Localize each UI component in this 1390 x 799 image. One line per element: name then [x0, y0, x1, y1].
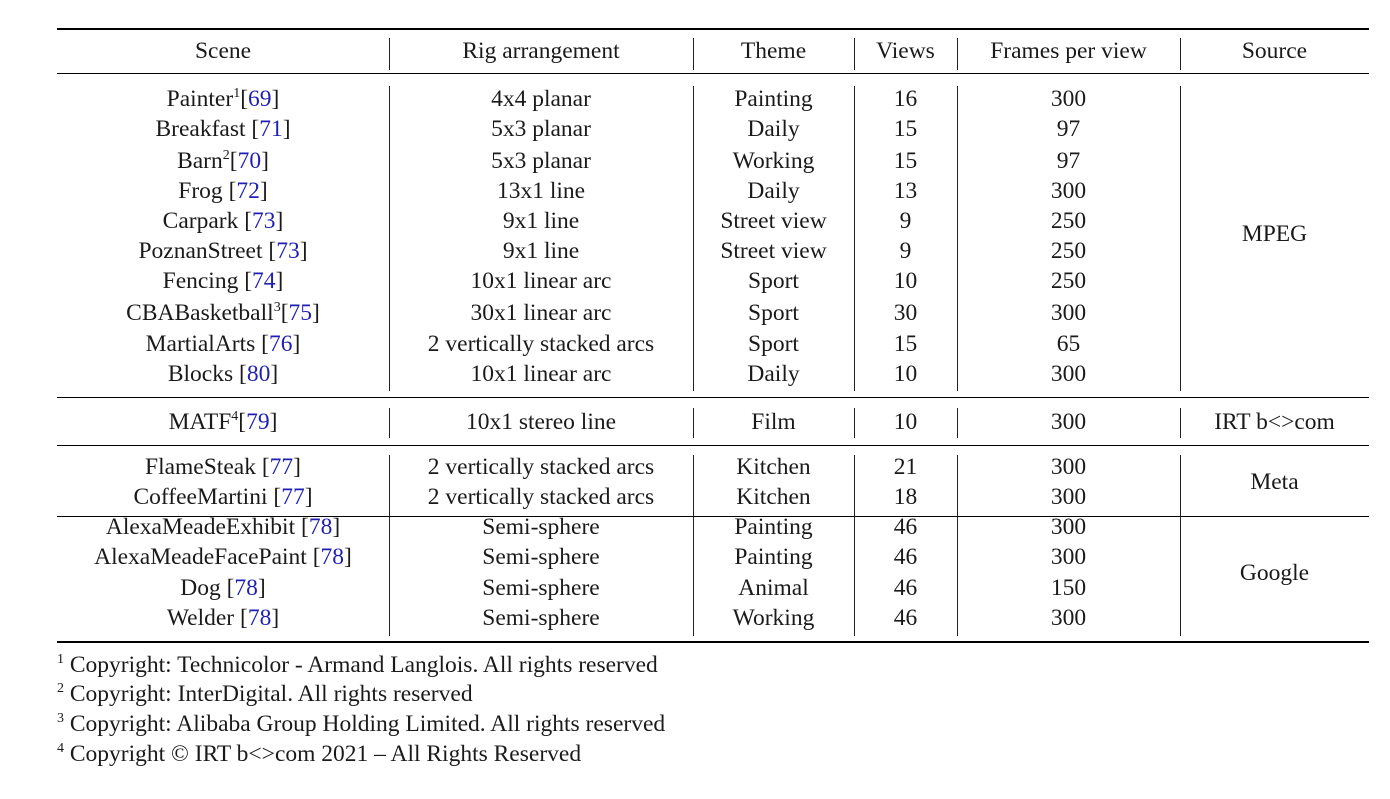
column-header: Scene: [194, 38, 252, 64]
cell-scene: Blocks [80]: [167, 361, 279, 387]
scene-name: PoznanStreet: [138, 238, 263, 264]
cell-theme: Working: [732, 148, 815, 174]
citation-link[interactable]: 71: [259, 116, 283, 142]
citation-link[interactable]: 75: [288, 300, 313, 326]
citation-link[interactable]: 70: [237, 148, 262, 174]
footnote-text: Copyright © IRT b<>com 2021 – All Rights Reserved: [69, 741, 582, 767]
cell-views: 9: [899, 238, 912, 264]
cell-rig: 13x1 line: [496, 178, 586, 204]
cell-frames: 300: [1050, 544, 1087, 570]
citation-link[interactable]: 77: [281, 484, 305, 510]
cell-rig: Semi-sphere: [482, 605, 600, 631]
footnote: [57, 679, 473, 709]
column-header: Views: [876, 38, 935, 64]
cell-rig: Semi-sphere: [482, 514, 600, 540]
footnote-mark: 3: [57, 711, 64, 726]
cell-scene: CoffeeMartini [77]: [133, 484, 313, 510]
cell-frames: 300: [1050, 605, 1087, 631]
citation-link[interactable]: 77: [269, 454, 294, 480]
cell-theme: Film: [751, 409, 796, 435]
cell-scene: AlexaMeadeExhibit [78]: [105, 514, 341, 540]
cell-views: 21: [893, 454, 918, 480]
column-header: Frames per view: [990, 38, 1147, 64]
column-header: Theme: [740, 38, 807, 64]
cell-views: 15: [893, 116, 918, 142]
scene-name: CoffeeMartini: [133, 484, 268, 510]
footnote-mark: 4: [57, 741, 64, 756]
header-rule: [57, 73, 1369, 74]
cell-rig: 2 vertically stacked arcs: [427, 484, 655, 510]
footnote-mark: 2: [57, 681, 64, 696]
source-label: IRT b<>com: [1214, 409, 1335, 435]
citation-link[interactable]: 78: [320, 544, 345, 570]
source-label: Google: [1239, 560, 1310, 586]
cell-theme: Daily: [747, 116, 800, 142]
cell-rig: 9x1 line: [502, 238, 580, 264]
footnote-mark: 1: [233, 86, 241, 101]
footnote-mark: 3: [273, 300, 281, 315]
cell-rig: 30x1 linear arc: [470, 300, 612, 326]
cell-scene: Barn$^2$[70]: [177, 148, 269, 174]
source-label: MPEG: [1241, 221, 1308, 247]
scene-name: AlexaMeadeFacePaint: [94, 544, 307, 570]
scene-name: Painter: [166, 86, 234, 112]
cell-views: 46: [893, 514, 918, 540]
cell-theme: Painting: [734, 544, 813, 570]
cell-frames: 300: [1050, 484, 1087, 510]
cell-frames: 65: [1056, 331, 1081, 357]
cell-theme: Daily: [747, 178, 800, 204]
cell-scene: Frog [72]: [178, 178, 268, 204]
footnote: [57, 739, 581, 769]
cell-views: 46: [893, 575, 918, 601]
cell-scene: CBABasketball$^3$[75]: [126, 300, 320, 326]
cell-frames: 250: [1050, 238, 1087, 264]
cell-theme: Working: [732, 605, 815, 631]
scene-name: Carpark: [162, 208, 239, 234]
citation-link[interactable]: 80: [246, 361, 271, 387]
scene-name: MartialArts: [145, 331, 256, 357]
scene-name: CBABasketball: [126, 300, 274, 326]
cell-views: 9: [899, 208, 912, 234]
bottom-rule: [57, 641, 1369, 643]
cell-rig: 9x1 line: [502, 208, 580, 234]
cell-scene: MartialArts [76]: [145, 331, 301, 357]
cell-views: 15: [893, 331, 918, 357]
cell-rig: 2 vertically stacked arcs: [427, 454, 655, 480]
cell-theme: Street view: [720, 238, 827, 264]
source-label: Meta: [1250, 469, 1299, 495]
cell-theme: Sport: [748, 331, 799, 357]
cell-views: 13: [893, 178, 918, 204]
scene-name: Dog: [180, 575, 221, 601]
citation-link[interactable]: 69: [248, 86, 272, 112]
scene-name: AlexaMeadeExhibit: [105, 514, 296, 540]
cell-views: 16: [893, 86, 918, 112]
citation-link[interactable]: 78: [234, 575, 258, 601]
cell-frames: 300: [1050, 300, 1087, 326]
cell-frames: 250: [1050, 268, 1087, 294]
citation-link[interactable]: 76: [269, 331, 293, 357]
group-rule: [57, 445, 1369, 446]
cell-rig: 5x3 planar: [491, 116, 591, 142]
cell-frames: 300: [1050, 514, 1087, 540]
footnote: [57, 709, 665, 739]
cell-theme: Painting: [734, 514, 813, 540]
footnote-mark: 1: [57, 652, 64, 667]
cell-scene: Breakfast [71]: [155, 116, 291, 142]
cell-views: 46: [893, 544, 918, 570]
cell-rig: 5x3 planar: [491, 148, 591, 174]
cell-views: 10: [893, 409, 918, 435]
scene-name: FlameSteak: [145, 454, 256, 480]
cell-frames: 97: [1056, 148, 1081, 174]
citation-link[interactable]: 78: [308, 514, 333, 540]
cell-theme: Street view: [720, 208, 827, 234]
citation-link[interactable]: 74: [252, 268, 276, 294]
cell-theme: Animal: [738, 575, 809, 601]
citation-link[interactable]: 73: [252, 208, 276, 234]
cell-scene: Carpark [73]: [162, 208, 284, 234]
scene-name: Fencing: [162, 268, 239, 294]
cell-frames: 300: [1050, 454, 1087, 480]
cell-frames: 300: [1050, 86, 1087, 112]
cell-theme: Daily: [747, 361, 800, 387]
cell-scene: Painter$^1$[69]: [166, 86, 280, 112]
citation-link[interactable]: 73: [276, 238, 300, 264]
cell-scene: Fencing [74]: [162, 268, 284, 294]
cell-rig: 10x1 linear arc: [470, 268, 612, 294]
cell-views: 18: [893, 484, 918, 510]
cell-theme: Kitchen: [736, 484, 811, 510]
citation-link[interactable]: 78: [247, 605, 272, 631]
footnote: [57, 650, 658, 680]
scene-name: Welder: [166, 605, 235, 631]
scene-name: Barn: [177, 148, 223, 174]
cell-theme: Sport: [748, 300, 799, 326]
scene-name: MATF: [168, 409, 232, 435]
citation-link[interactable]: 79: [246, 409, 270, 435]
cell-scene: AlexaMeadeFacePaint [78]: [94, 544, 352, 570]
cell-theme: Sport: [748, 268, 799, 294]
cell-scene: Dog [78]: [180, 575, 266, 601]
cell-frames: 300: [1050, 361, 1087, 387]
scene-name: Blocks: [167, 361, 234, 387]
cell-rig: 2 vertically stacked arcs: [427, 331, 655, 357]
cell-scene: PoznanStreet [73]: [138, 238, 308, 264]
citation-link[interactable]: 72: [236, 178, 260, 204]
cell-frames: 150: [1050, 575, 1087, 601]
footnote-mark: 2: [222, 148, 230, 163]
footnote-mark: 4: [231, 409, 239, 424]
cell-frames: 97: [1056, 116, 1081, 142]
cell-views: 30: [893, 300, 918, 326]
cell-views: 10: [893, 268, 918, 294]
footnote-text: Copyright: Technicolor - Armand Langlois. All rights reserved: [69, 652, 658, 678]
cell-views: 46: [893, 605, 918, 631]
footnote-text: Copyright: Alibaba Group Holding Limited. All rights reserved: [69, 711, 666, 737]
top-rule: [57, 28, 1369, 30]
cell-scene: FlameSteak [77]: [145, 454, 301, 480]
column-header: Source: [1241, 38, 1308, 64]
cell-views: 10: [893, 361, 918, 387]
column-header: Rig arrangement: [462, 38, 620, 64]
cell-rig: 10x1 stereo line: [465, 409, 617, 435]
group-rule: [57, 397, 1369, 398]
cell-frames: 250: [1050, 208, 1087, 234]
cell-scene: Welder [78]: [166, 605, 280, 631]
cell-views: 15: [893, 148, 918, 174]
scene-name: Breakfast: [155, 116, 246, 142]
cell-rig: Semi-sphere: [482, 544, 600, 570]
scene-name: Frog: [178, 178, 223, 204]
cell-rig: 10x1 linear arc: [470, 361, 612, 387]
cell-rig: 4x4 planar: [491, 86, 591, 112]
cell-theme: Painting: [734, 86, 813, 112]
cell-theme: Kitchen: [736, 454, 811, 480]
cell-scene: MATF$^4$[79]: [168, 409, 278, 435]
cell-frames: 300: [1050, 409, 1087, 435]
cell-rig: Semi-sphere: [482, 575, 600, 601]
cell-frames: 300: [1050, 178, 1087, 204]
footnote-text: Copyright: InterDigital. All rights reserved: [69, 681, 473, 707]
